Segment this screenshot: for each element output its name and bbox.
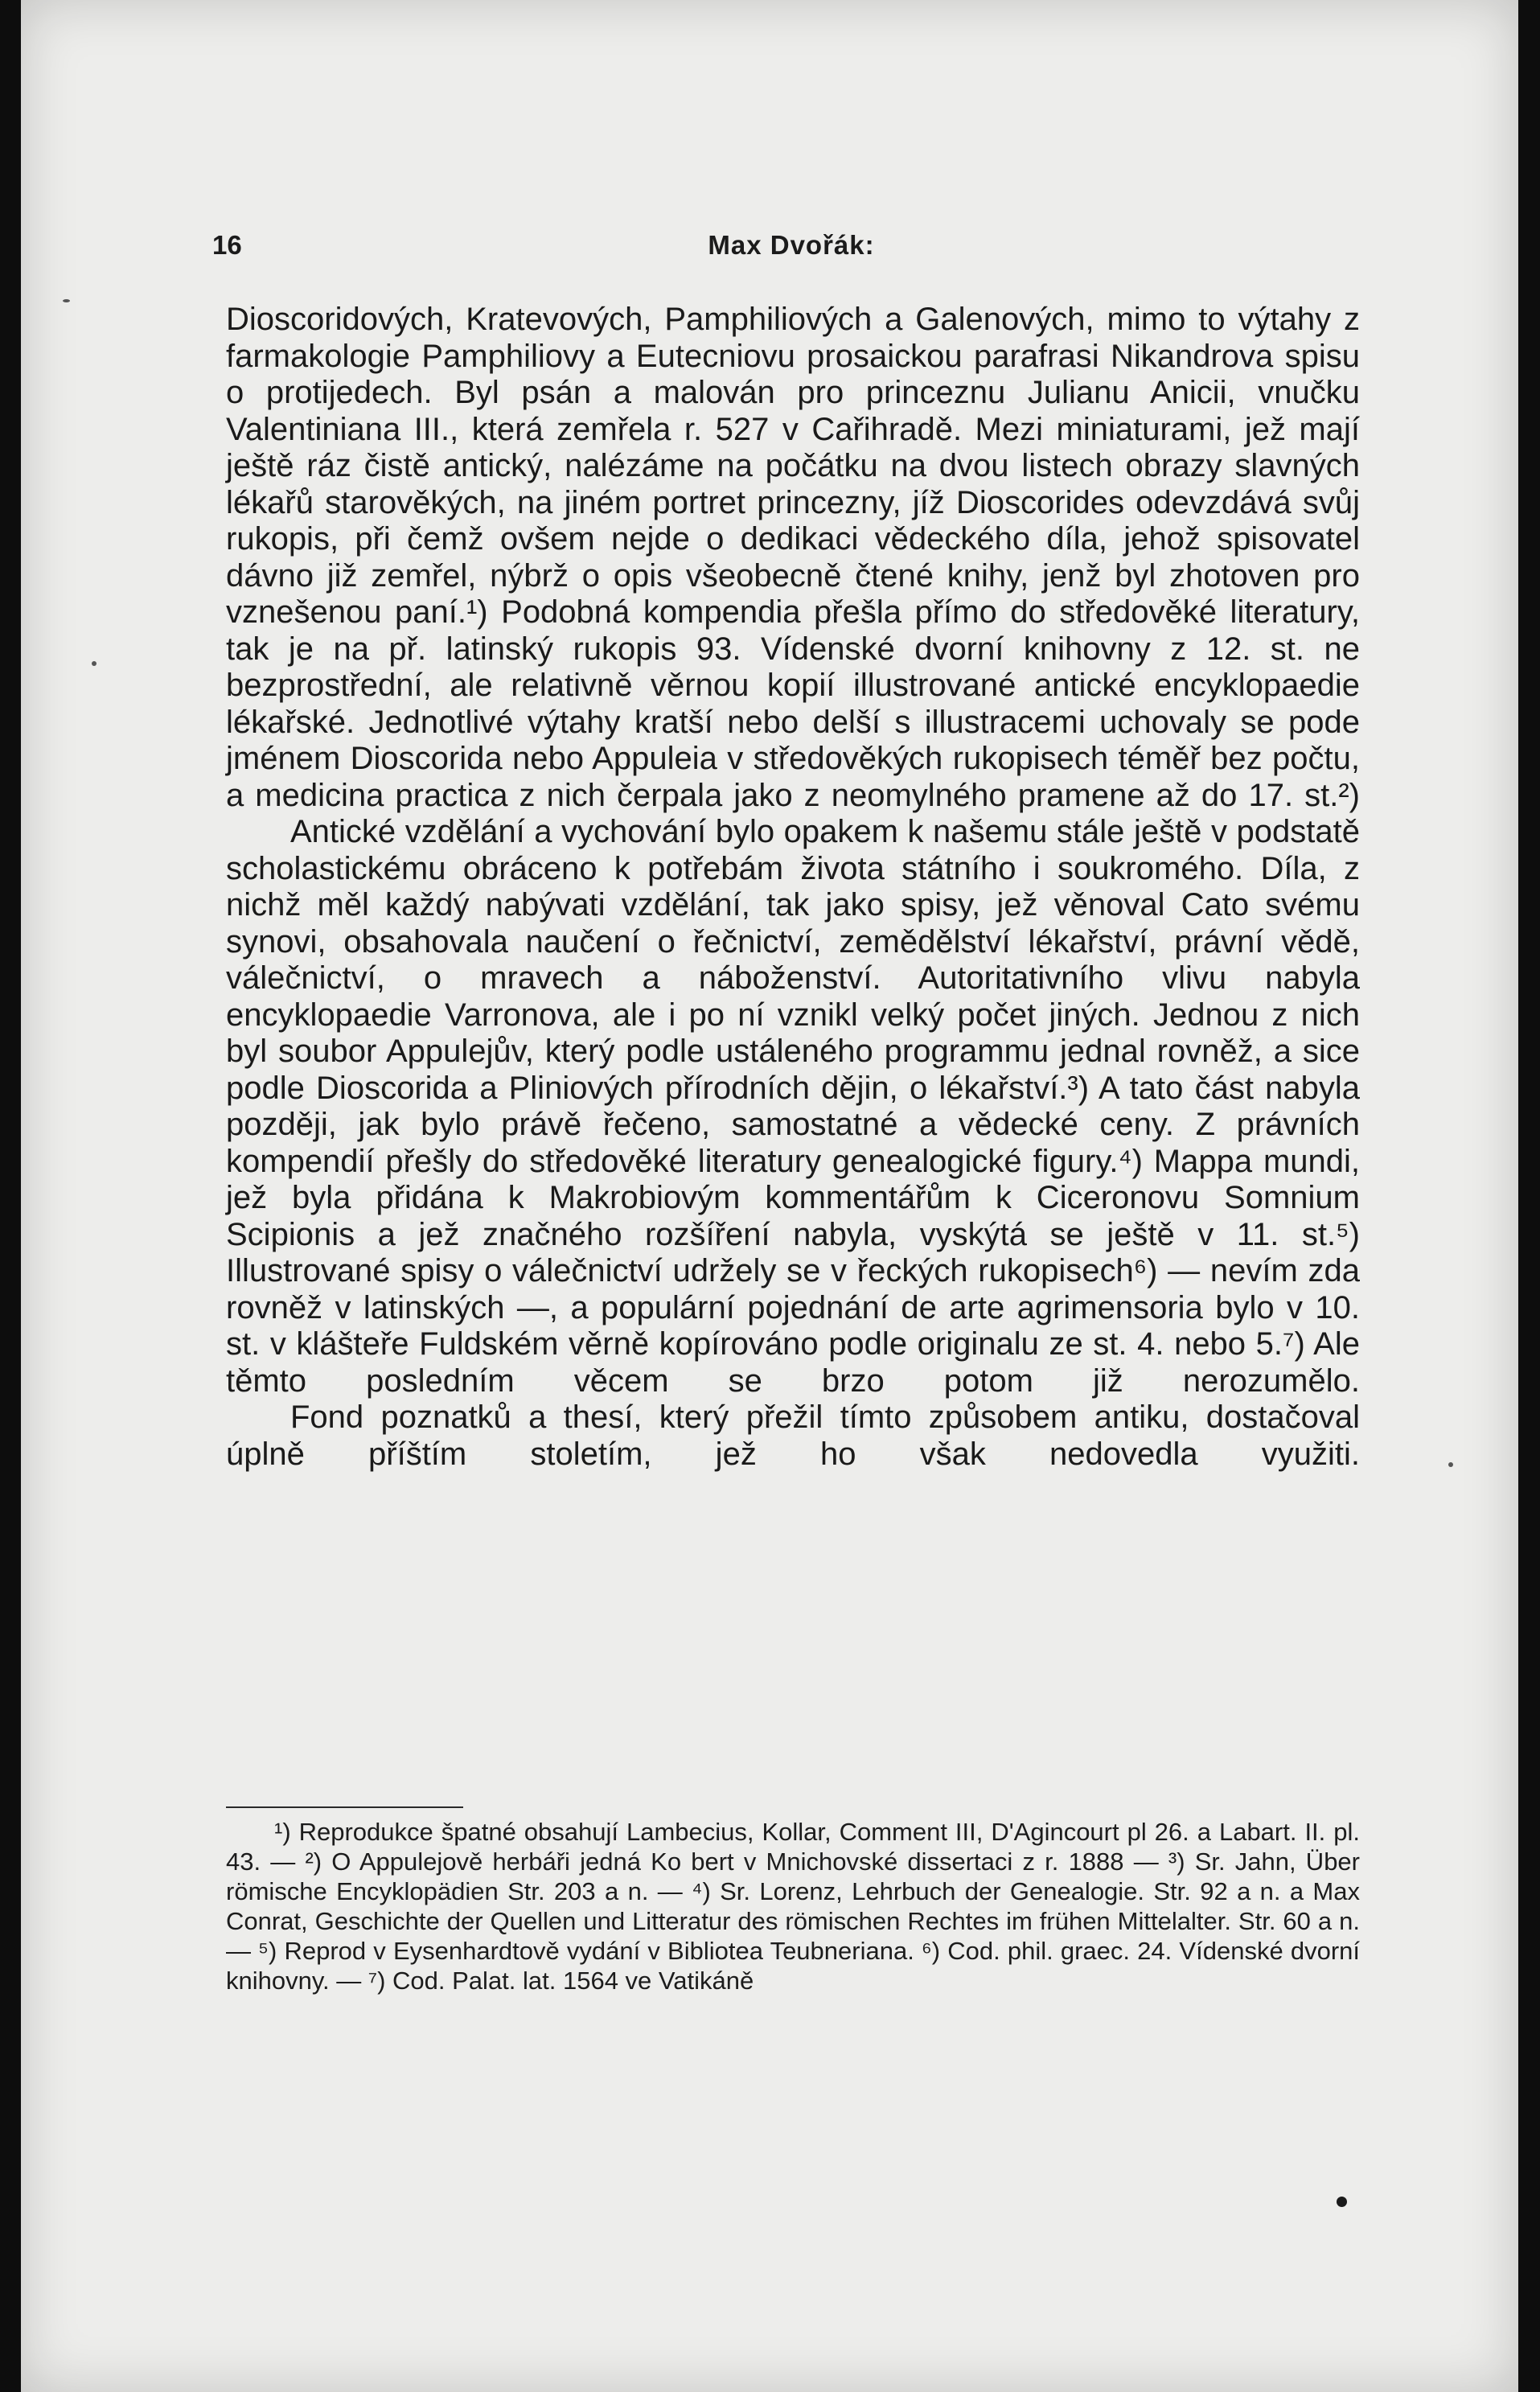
body-text — [226, 302, 1360, 1473]
ink-speck — [1448, 1462, 1453, 1467]
page-header — [212, 230, 1370, 270]
running-title: Max Dvořák: — [708, 230, 875, 260]
ink-speck — [92, 661, 97, 666]
footnote-separator — [226, 1806, 463, 1808]
page-number: 16 — [212, 230, 242, 260]
stray-dot — [1337, 2197, 1347, 2207]
ink-speck — [63, 299, 70, 302]
footnote-text: ¹) Reprodukce špatné obsahují Lambecius, Kollar, Comment III, D'Agincourt pl 26. a Labart. II. pl. 43. — ²) O Appulejově herbáři jedná Ko bert v Mnichovské dissertaci z r. 1888 — ³) Sr. Jahn, Über römische Encyklopädien Str. 203 a n. — ⁴) Sr. Lorenz, Lehrbuch der Genealogie. Str. 92 a n. a Max Conrat, Geschichte der Quellen und Litteratur des römischen Rechtes im frühen Mittelalter. Str. 60 a n. — ⁵) Reprod v Eysenhardtově vydání v Bibliotea Teubneriana. ⁶) Cod. phil. graec. 24. Vídenské dvorní knihovny. — ⁷) Cod. Palat. lat. 1564 ve Vatikáně — [226, 1818, 1360, 1995]
footnotes — [226, 1817, 1360, 1995]
scanned-page — [21, 0, 1518, 2392]
paragraph-fund-of-knowledge: Fond poznatků a thesí, který přežil tímto způsobem antiku, dostačoval úplně příštím stoletím, jež ho však nedovedla využiti. — [226, 1399, 1360, 1472]
paragraph-dioscorides: Dioscoridových, Kratevových, Pamphiliových a Galenových, mimo to výtahy z farmakologie Pamphiliovy a Eutecniovu prosaickou parafrasi Nikandrova spisu o protijedech. Byl psán a malován pro princeznu Julianu Anicii, vnučku Valentiniana III., která zemřela r. 527 v Cařihradě. Mezi miniaturami, jež mají ještě ráz čistě antický, nalézáme na počátku na dvou listech obrazy slavných lékařů starověkých, na jiném portret princezny, jíž Dioscorides odevzdává svůj rukopis, při čemž ovšem nejde o dedikaci vědeckého díla, jehož spisovatel dávno již zemřel, nýbrž o opis všeobecně čtené knihy, jenž byl zhotoven pro vznešenou paní.¹) Podobná kompendia přešla přímo do středověké literatury, tak je na př. latinský rukopis 93. Vídenské dvorní knihovny z 12. st. ne bezprostřední, ale relativně věrnou kopií illustrované antické encyklopaedie lékařské. Jednotlivé výtahy kratší nebo delší s illustracemi uchovaly se pode jménem Dioscorida nebo Appuleia v středověkých rukopisech téměř bez počtu, a medicina practica z nich čerpala jako z neomylného pramene až do 17. st.²) — [226, 302, 1360, 813]
paragraph-ancient-education: Antické vzdělání a vychování bylo opakem k našemu stále ještě v podstatě scholastickému obráceno k potřebám života státního i soukromého. Díla, z nichž měl každý nabývati vzdělání, tak jako spisy, jež věnoval Cato svému synovi, obsahovala naučení o řečnictví, zemědělství lékařství, právní vědě, válečnictví, o mravech a náboženství. Autoritativního vlivu nabyla encyklopaedie Varronova, ale i po ní vznikl velký počet jiných. Jednou z nich byl soubor Appulejův, který podle ustáleného programmu jednal rovněž, a sice podle Dioscorida a Pliniových přírodních dějin, o lékařství.³) A tato část nabyla později, jak bylo právě řečeno, samostatné a vědecké ceny. Z právních kompendií přešly do středověké literatury genealogické figury.⁴) Mappa mundi, jež byla přidána k Makrobiovým kommentářům k Ciceronovu Somnium Scipionis a jež značného rozšíření nabyla, vyskýtá se ještě v 11. st.⁵) Illustrované spisy o válečnictví udržely se v řeckých rukopisech⁶) — nevím zda rovněž v latinských —, a populární pojednání de arte agrimensoria bylo v 10. st. v klášteře Fuldském věrně kopírováno podle originalu ze st. 4. nebo 5.⁷) Ale těmto posledním věcem se brzo potom již nerozumělo. — [226, 814, 1360, 1399]
